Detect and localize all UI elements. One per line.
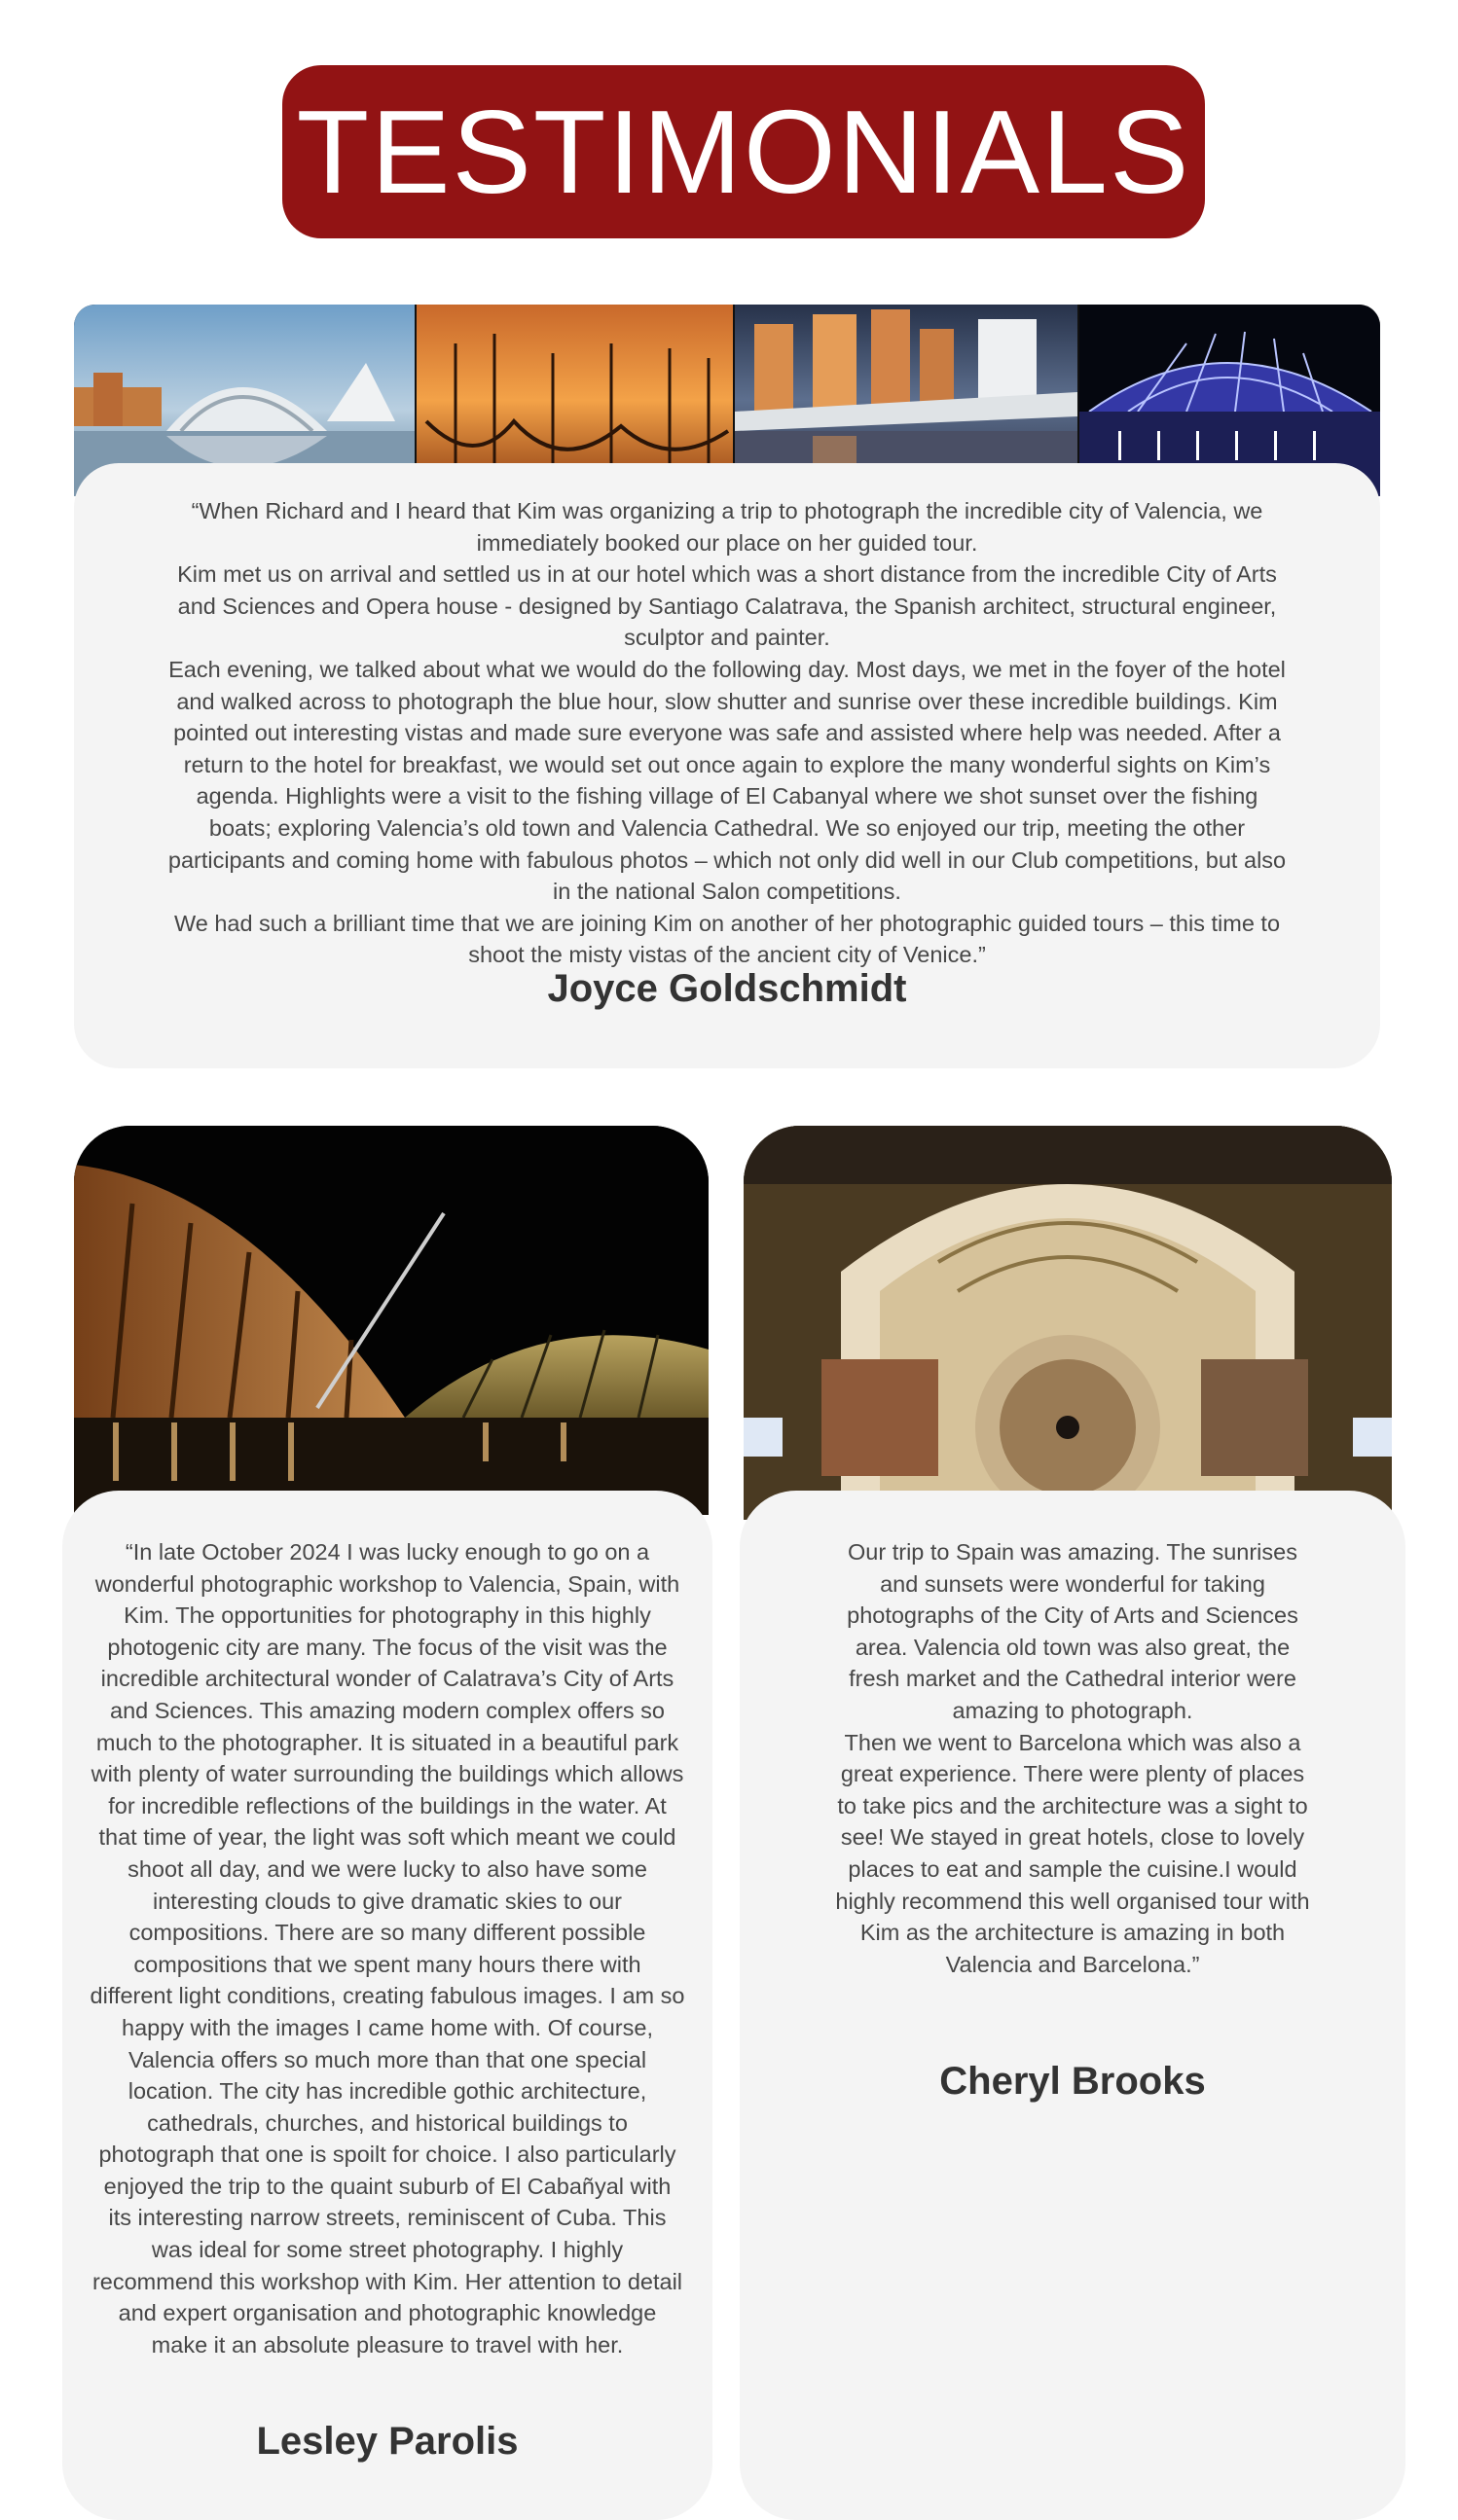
testimonial-author: Lesley Parolis	[256, 2420, 519, 2463]
testimonial-author: Joyce Goldschmidt	[547, 967, 907, 1010]
testimonial-paragraph: Kim met us on arrival and settled us in at our hotel which was a short distance from the incredible City of Arts and Sciences and Opera house - designed by Santiago Calatrava, the Spanish architect, structural engineer, sculptor and painter.	[177, 561, 1277, 651]
testimonial-card-joyce	[74, 463, 1380, 1068]
testimonial-paragraph: Our trip to Spain was amazing. The sunrises and sunsets were wonderful for taking photographs of the City of Arts and Sciences area. Valencia old town was also great, the fresh market and the Cathedral interior were amazing to photograph.	[847, 1539, 1298, 1723]
page-title: TESTIMONIALS	[296, 86, 1191, 218]
testimonial-card-lesley	[62, 1491, 712, 2520]
testimonial-author: Cheryl Brooks	[939, 2060, 1206, 2103]
testimonial-paragraph: “When Richard and I heard that Kim was organizing a trip to photograph the incredible city of Valencia, we immediately booked our place on her guided tour.	[191, 498, 1263, 556]
title-banner	[282, 65, 1205, 238]
testimonial-paragraph: Then we went to Barcelona which was also a great experience. There were plenty of places to take pics and the architecture was a sight to see! We stayed in great hotels, close to lovely places to eat and sample the cuisine.I would highly recommend this well organised tour with Kim as the architecture is amazing in both Valencia and Barcelona.”	[835, 1729, 1310, 1977]
testimonial-paragraph: We had such a brilliant time that we are joining Kim on another of her photographic guided tours – this time to shoot the misty vistas of the ancient city of Venice.”	[173, 910, 1281, 968]
testimonial-paragraph: Each evening, we talked about what we would do the following day. Most days, we met in the foyer of the hotel and walked across to photograph the blue hour, slow shutter and sunrise over these incredible buildings. Kim pointed out interesting vistas and made sure everyone was safe and assisted where help was needed. After a return to the hotel for breakfast, we would set out once again to explore the many wonderful sights on Kim’s agenda. Highlights were a visit to the fishing village of El Cabanyal where we shot sunset over the fishing boats; exploring Valencia’s old town and Valencia Cathedral. We so enjoyed our trip, meeting the other participants and coming home with fabulous photos – which not only did well in our Club competitions, but also in the national Salon competitions.	[167, 656, 1287, 905]
testimonial-card-cheryl	[740, 1491, 1405, 2520]
testimonial-paragraph: “In late October 2024 I was lucky enough to go on a wonderful photographic workshop to Valencia, Spain, with Kim. The opportunities for photography in this highly photogenic city are many. The focus of the visit was the incredible architectural wonder of Calatrava’s City of Arts and Sciences. This amazing modern complex offers so much to the photographer. It is situated in a beautiful park with plenty of water surrounding the buildings which allows for incredible reflections of the buildings in the water. At that time of year, the light was soft which meant we could shoot all day, and we were lucky to also have some interesting clouds to give dramatic skies to our compositions. There are so many different possible compositions that we spent many hours there with different light conditions, creating fabulous images. I am so happy with the images I came home with. Of course, Valencia offers so much more than that one special location. The city has incredible gothic architecture, cathedrals, churches, and historical buildings to photograph that one is spoilt for choice. I also particularly enjoyed the trip to the quaint suburb of El Cabañyal with its interesting narrow streets, reminiscent of Cuba. This was ideal for some street photography. I highly recommend this workshop with Kim. Her attention to detail and expert organisation and photographic knowledge make it an absolute pleasure to travel with her.	[90, 1539, 685, 2358]
city-of-arts-night-photo	[74, 1126, 709, 1515]
cathedral-dome-ceiling-photo	[744, 1126, 1392, 1520]
